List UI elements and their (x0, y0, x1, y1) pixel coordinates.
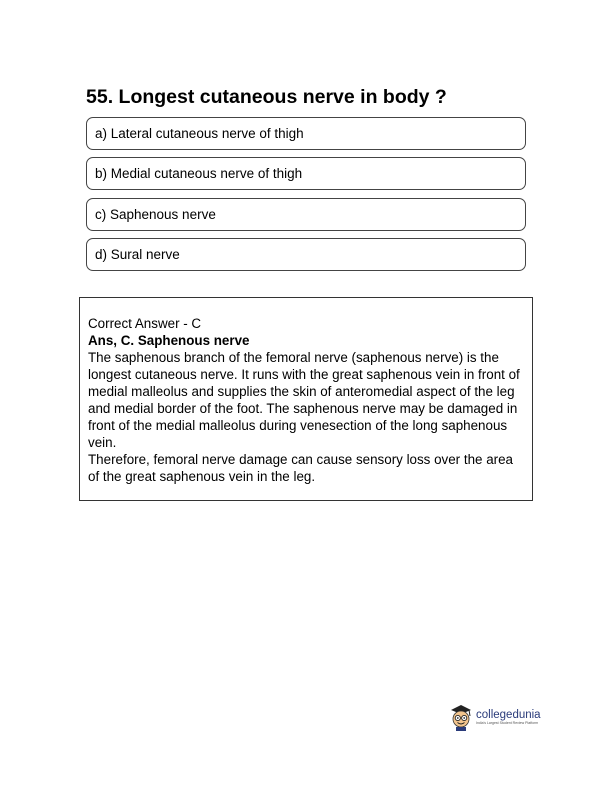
collegedunia-logo (449, 703, 541, 731)
option-a[interactable]: a) Lateral cutaneous nerve of thigh (86, 117, 526, 150)
options-list (86, 117, 526, 278)
correct-answer: Correct Answer - C (88, 316, 202, 331)
logo-tagline: India's Largest Student Review Platform (476, 720, 539, 725)
logo-name: collegedunia (476, 708, 541, 721)
question-text: Longest cutaneous nerve in body ? (118, 86, 447, 108)
option-b[interactable]: b) Medial cutaneous nerve of thigh (86, 157, 526, 190)
question-heading (86, 86, 526, 109)
answer-conclusion: Therefore, femoral nerve damage can cause sensory loss over the area of the great saphenous vein in the leg. (88, 452, 514, 484)
option-c[interactable]: c) Saphenous nerve (86, 198, 526, 231)
mascot-icon (449, 703, 473, 731)
answer-box (79, 297, 533, 501)
answer-title: Ans, C. Saphenous nerve (88, 333, 250, 348)
option-d[interactable]: d) Sural nerve (86, 238, 526, 271)
answer-explanation: The saphenous branch of the femoral nerve (saphenous nerve) is the longest cutaneous nerve. It runs with the great saphenous vein in front of medial malleolus and supplies the skin of anteromedial aspect of the leg and medial border of the foot. The saphenous nerve may be damaged in front of the medial malleolus during venesection of the long saphenous vein. (88, 350, 520, 450)
question-number: 55. (86, 86, 114, 108)
